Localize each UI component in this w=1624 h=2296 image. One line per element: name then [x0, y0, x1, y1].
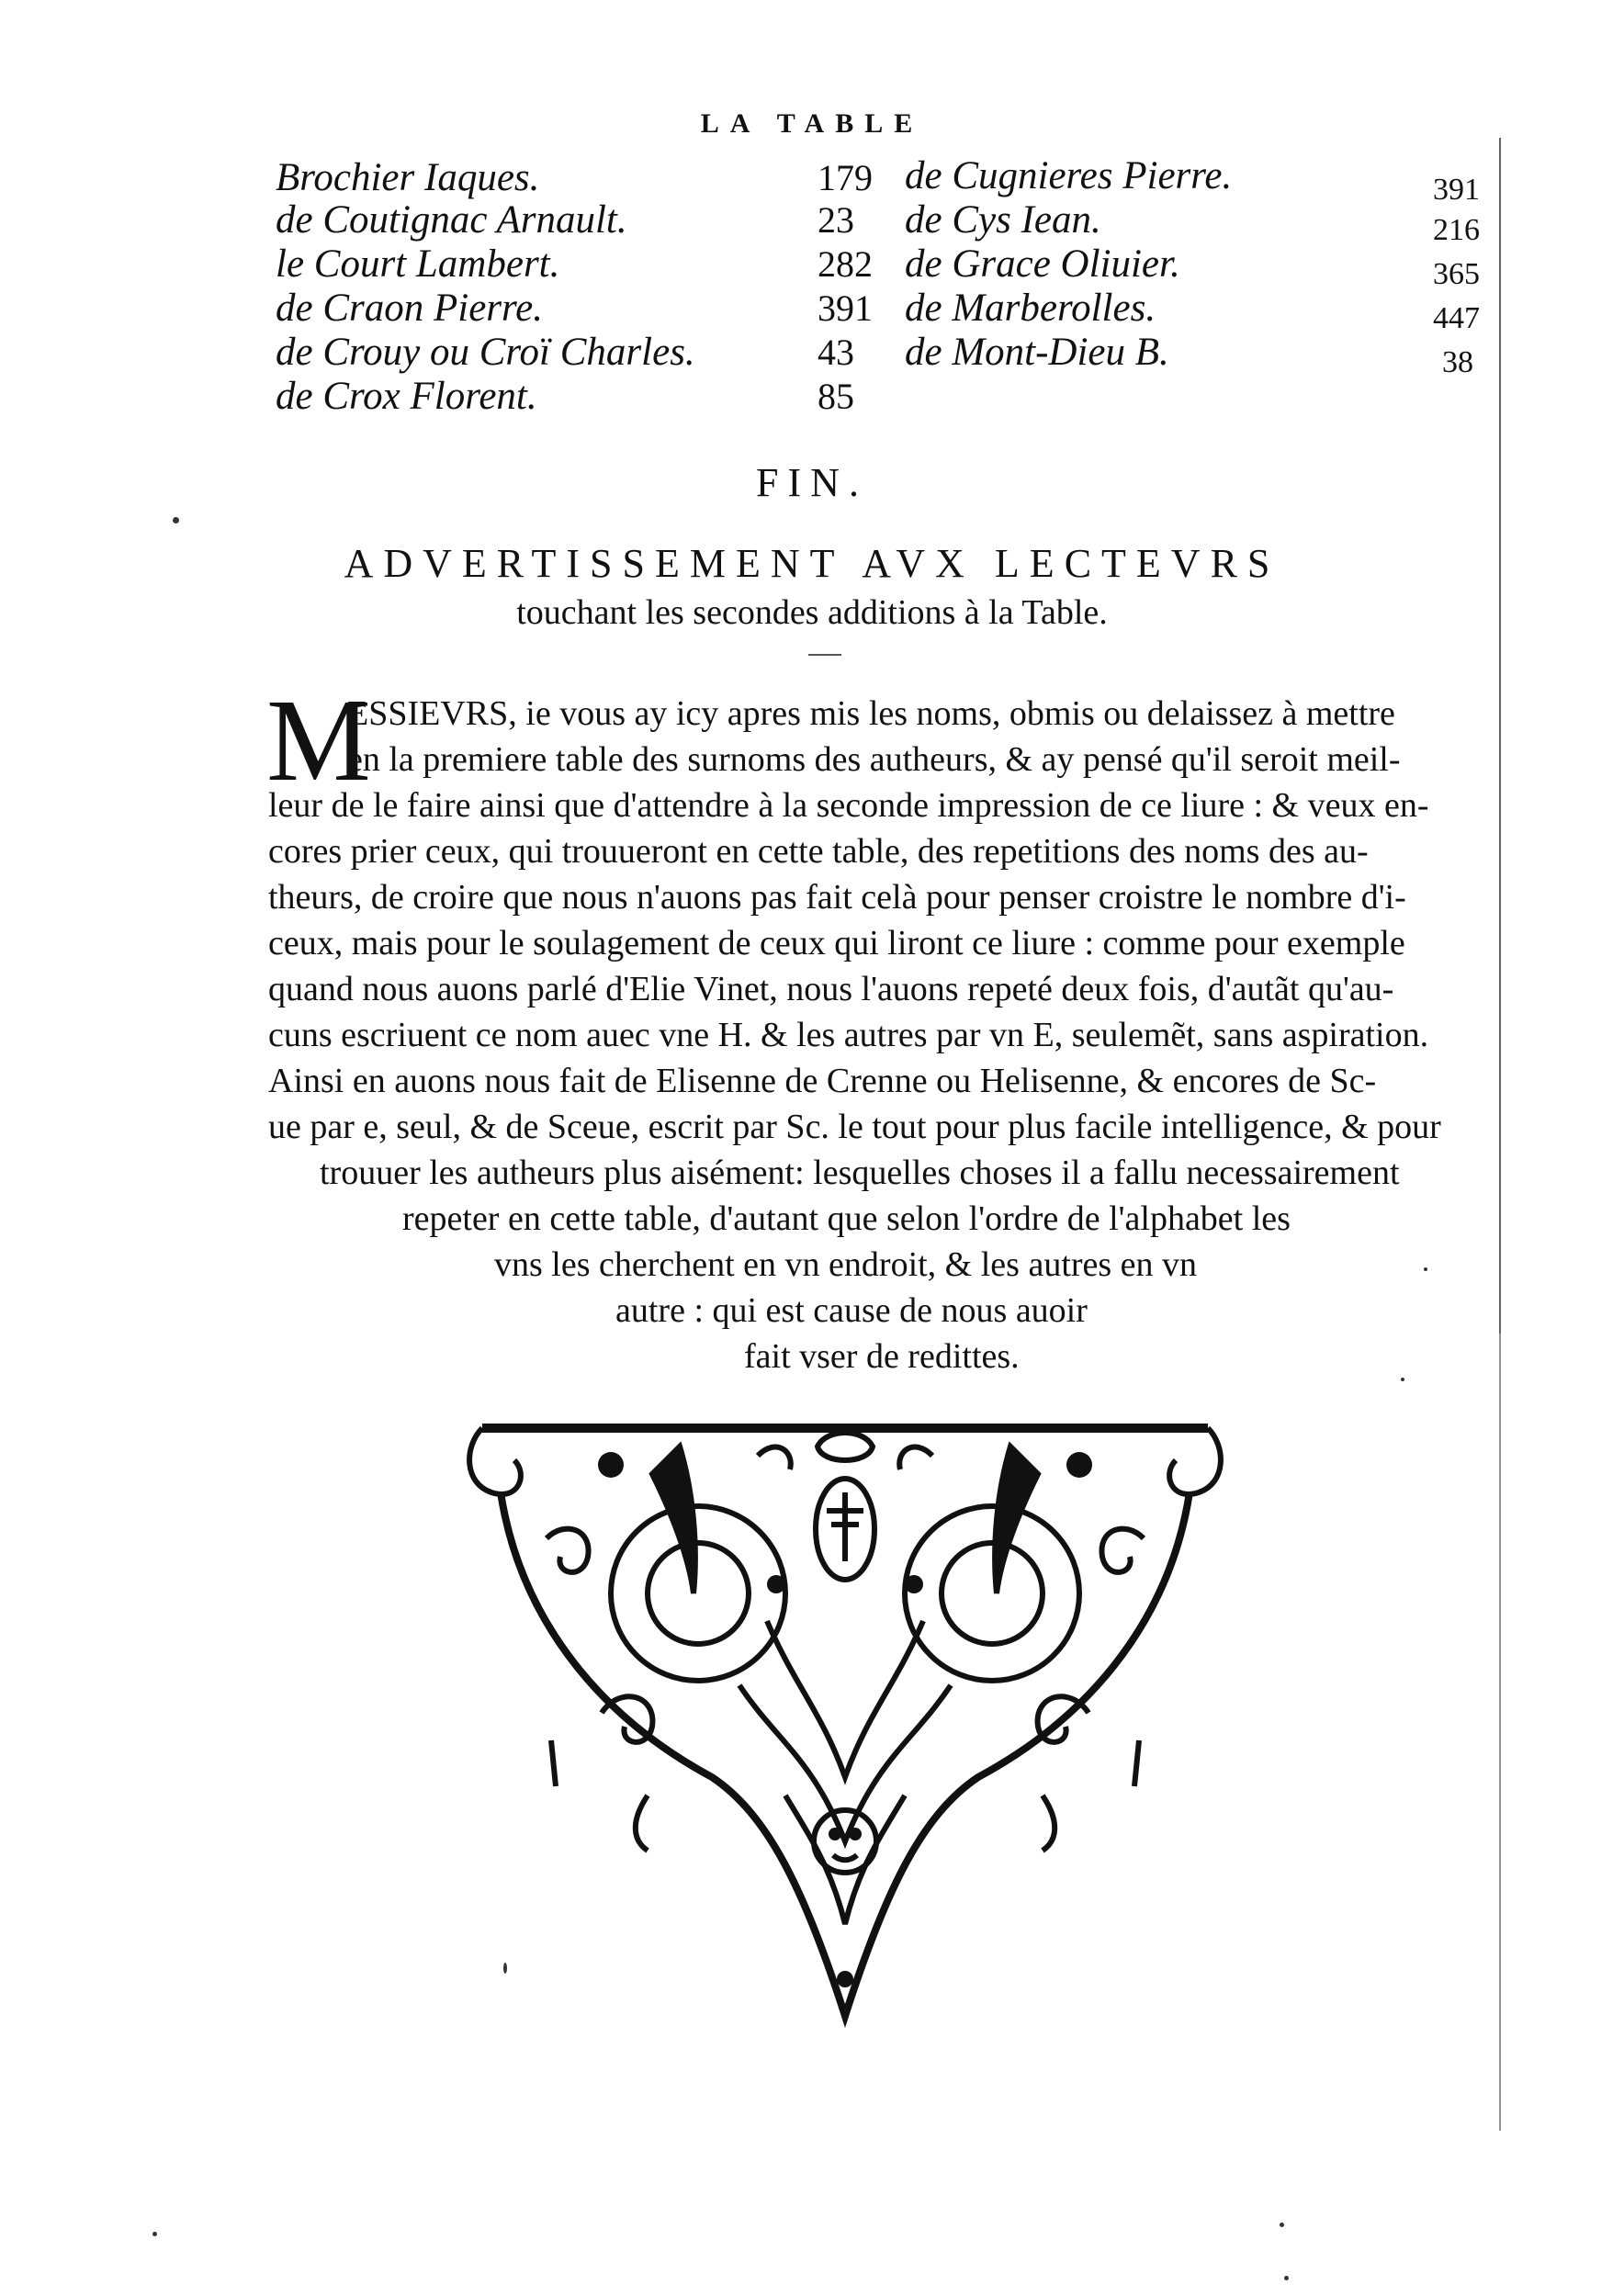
index-entry-name: le Court Lambert. [276, 242, 560, 286]
body-line: vns les cherchent en vn endroit, & les autres en vn [494, 1245, 1198, 1284]
body-line: cores prier ceux, qui trouueront en cette table, des repetitions des noms des au- [268, 832, 1369, 871]
index-entry-name: de Craon Pierre. [276, 287, 544, 330]
index-entry-page: 23 [818, 199, 854, 241]
index-entry-name: de Marberolles. [905, 287, 1156, 330]
body-line: ceux, mais pour le soulagement de ceux qui liront ce liure : comme pour exemple [268, 924, 1405, 962]
body-line: quand nous auons parlé d'Elie Vinet, nous l'auons repeté deux fois, d'autãt qu'au- [268, 970, 1394, 1008]
index-entry-name: de Mont-Dieu B. [905, 331, 1169, 374]
fin-mark: FIN. [756, 460, 868, 505]
cul-de-lampe-ornament-icon [464, 1410, 1226, 2034]
index-entry-page: 179 [818, 157, 873, 198]
notice-subtitle: touchant les secondes additions à la Table. [516, 593, 1108, 632]
index-entry-name: Brochier Iaques. [276, 156, 540, 199]
body-line: trouuer les autheurs plus aisément: lesquelles choses il a fallu necessairement [320, 1154, 1400, 1192]
body-line: autre : qui est cause de nous auoir [615, 1291, 1088, 1330]
index-entry-name: de Cugnieres Pierre. [905, 154, 1233, 197]
print-speck [1401, 1378, 1404, 1381]
print-speck [503, 1963, 507, 1974]
print-speck [1284, 2276, 1289, 2280]
drop-cap: M [266, 675, 371, 805]
index-entry-page: 365 [1433, 257, 1480, 291]
print-speck [1280, 2223, 1284, 2227]
notice-title: ADVERTISSEMENT AVX LECTEVRS [344, 541, 1280, 586]
index-entry-page: 282 [818, 243, 873, 285]
index-entry-name: de Crox Florent. [276, 375, 537, 418]
index-entry-page: 391 [1433, 173, 1480, 207]
body-line: ue par e, seul, & de Sceue, escrit par Sc. le tout pour plus facile intelligence, & pour [268, 1108, 1441, 1146]
body-line: Ainsi en auons nous fait de Elisenne de Crenne ou Helisenne, & encores de Sc- [268, 1062, 1377, 1100]
index-entry-page: 43 [818, 332, 854, 373]
body-line: cuns escriuent ce nom auec vne H. & les autres par vn E, seulemẽt, sans aspiration. [268, 1016, 1429, 1054]
index-entry-page: 391 [818, 287, 873, 329]
index-entry-page: 216 [1433, 213, 1480, 247]
margin-rule [1499, 138, 1501, 2131]
running-head: LA TABLE [700, 108, 924, 139]
print-speck [1424, 1267, 1427, 1271]
body-line: repeter en cette table, d'autant que selon l'ordre de l'alphabet les [402, 1199, 1291, 1238]
index-entry-name: de Cys Iean. [905, 198, 1101, 242]
print-speck [173, 517, 179, 523]
index-entry-name: de Coutignac Arnault. [276, 198, 627, 242]
index-entry-page: 447 [1433, 301, 1480, 335]
index-entry-page: 85 [818, 376, 854, 417]
body-line: theurs, de croire que nous n'auons pas fait celà pour penser croistre le nombre d'i- [268, 878, 1406, 917]
body-line: leur de le faire ainsi que d'attendre à la seconde impression de ce liure : & veux en- [268, 786, 1429, 825]
body-line: en la premiere table des surnoms des autheurs, & ay pensé qu'il seroit meil- [347, 740, 1401, 779]
index-entry-name: de Grace Oliuier. [905, 242, 1180, 286]
divider [808, 654, 841, 656]
body-line: ESSIEVRS, ie vous ay icy apres mis les noms, obmis ou delaissez à mettre [347, 694, 1395, 733]
body-line: fait vser de redittes. [744, 1337, 1020, 1376]
index-entry-page: 38 [1442, 345, 1473, 379]
index-entry-name: de Crouy ou Croï Charles. [276, 331, 695, 374]
print-speck [152, 2232, 157, 2236]
